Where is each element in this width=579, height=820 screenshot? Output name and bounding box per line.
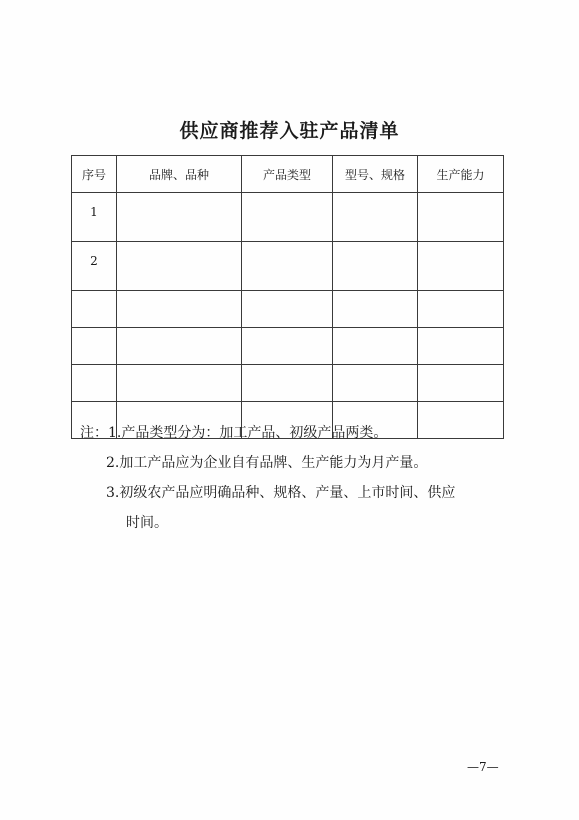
table-cell [117, 193, 242, 242]
table-cell [117, 291, 242, 328]
table-cell [418, 193, 504, 242]
table-cell [333, 242, 418, 291]
header-model-spec: 型号、规格 [333, 156, 418, 193]
table-row [72, 365, 504, 402]
note-item-3-continued: 时间。 [126, 515, 168, 531]
table-cell: 1 [72, 193, 117, 242]
table-cell [333, 328, 418, 365]
table-cell [72, 291, 117, 328]
table-cell [242, 242, 333, 291]
note-item-1: 1.产品类型分为：加工产品、初级产品两类。 [108, 425, 388, 441]
note-item-2: 2.加工产品应为企业自有品牌、生产能力为月产量。 [106, 455, 428, 471]
table-cell [333, 365, 418, 402]
page-number: —7— [467, 760, 499, 774]
table-row [72, 193, 504, 242]
table-row [72, 291, 504, 328]
note-item-3: 3.初级农产品应明确品种、规格、产量、上市时间、供应 [106, 485, 456, 501]
table-cell [333, 291, 418, 328]
note-line-1 [80, 418, 520, 448]
header-production-capacity: 生产能力 [418, 156, 504, 193]
table-cell [418, 328, 504, 365]
notes-prefix: 注： [80, 425, 108, 441]
table-cell [72, 365, 117, 402]
table-cell [418, 242, 504, 291]
table-cell [117, 328, 242, 365]
table-header-row [72, 156, 504, 193]
table-cell [418, 365, 504, 402]
table-cell [242, 291, 333, 328]
header-brand-variety: 品牌、品种 [117, 156, 242, 193]
table-cell [242, 193, 333, 242]
notes-section [80, 418, 520, 538]
table-cell [418, 291, 504, 328]
header-serial-number: 序号 [72, 156, 117, 193]
table-cell [117, 242, 242, 291]
header-product-type: 产品类型 [242, 156, 333, 193]
note-line-2 [80, 448, 520, 478]
table-cell [242, 328, 333, 365]
product-list-table [71, 155, 504, 439]
table-cell [333, 193, 418, 242]
table-row [72, 328, 504, 365]
table-cell [117, 365, 242, 402]
note-line-3 [80, 478, 520, 508]
table-row [72, 242, 504, 291]
table-cell: 2 [72, 242, 117, 291]
table-cell [72, 328, 117, 365]
note-line-4 [80, 508, 520, 538]
document-title: 供应商推荐入驻产品清单 [179, 120, 400, 142]
table-cell [242, 365, 333, 402]
